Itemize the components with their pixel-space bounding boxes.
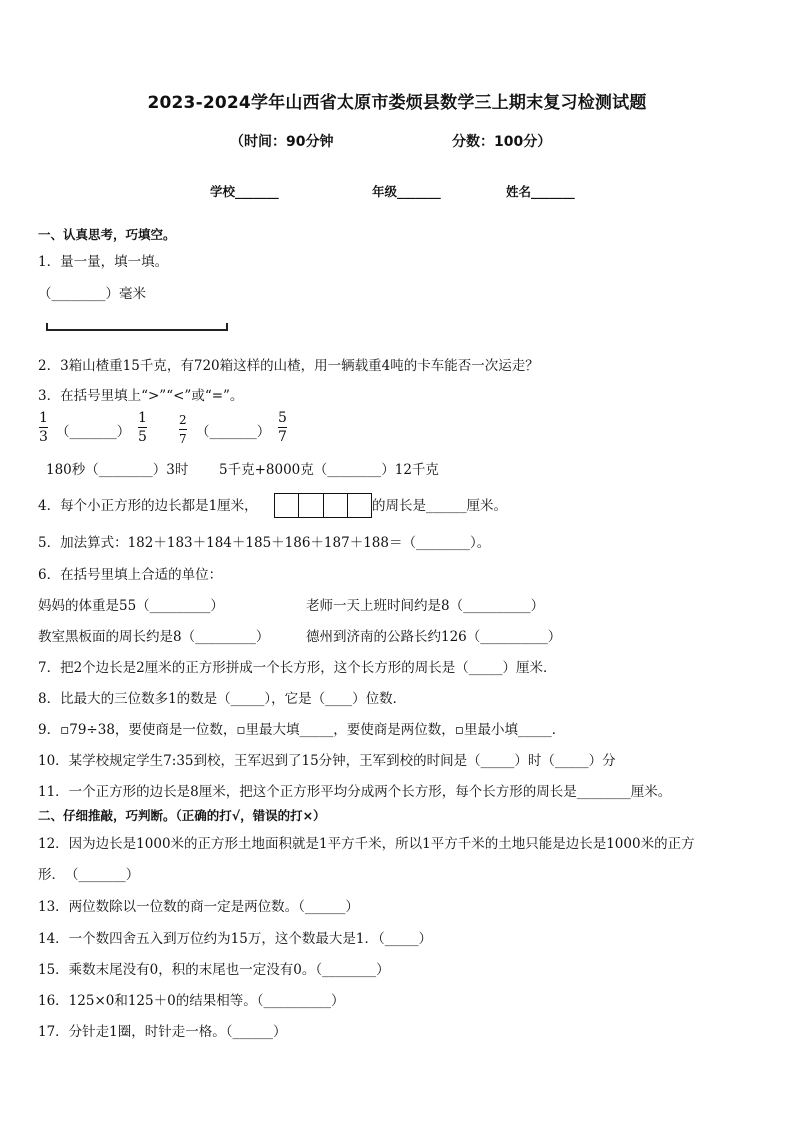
- question-11: 11．一个正方形的边长是8厘米，把这个正方形平均分成两个长方形，每个长方形的周长是________厘米。: [38, 784, 672, 800]
- question-15: 15．乘数末尾没有0，积的末尾也一定没有0。（________）: [38, 962, 390, 978]
- question-17: 17．分针走1圈，时针走一格。（______）: [38, 1024, 287, 1040]
- question-9: 9．▫79÷38，要使商是一位数，▫里最大填_____，要使商是两位数，▫里最小填_____．: [38, 722, 566, 738]
- fraction-5-7: 5 7: [278, 410, 287, 445]
- compare-weight: 5千克+8000克（________）12千克: [219, 462, 439, 478]
- compare-time: 180秒（________）3时: [46, 462, 189, 478]
- question-6-b: 老师一天上班时间约是8（__________）: [306, 598, 545, 614]
- question-12-cont: 形． （_______）: [38, 867, 140, 883]
- question-6: 6．在括号里填上合适的单位：: [38, 567, 223, 583]
- fraction-1-5: 1 5: [138, 410, 147, 445]
- question-4-b: 的周长是______厘米。: [372, 498, 507, 514]
- question-2: 2．3箱山楂重15千克，有720箱这样的山楂，用一辆载重4吨的卡车能否一次运走？: [38, 358, 539, 374]
- question-6-d: 德州到济南的公路长约126（__________）: [306, 629, 562, 645]
- measure-line: [46, 323, 228, 331]
- fraction-2-7: 2 7: [179, 413, 187, 446]
- question-10: 10．某学校规定学生7:35到校，王军迟到了15分钟，王军到校的时间是（_____）时（_____）分: [38, 753, 616, 769]
- school-field: 学校_______: [210, 184, 279, 199]
- section-1-title: 一、认真思考，巧填空。: [38, 227, 176, 242]
- compare-blank-2: （_______）: [196, 424, 271, 440]
- section-2-title: 二、仔细推敲，巧判断。（正确的打√，错误的打×）: [38, 808, 326, 823]
- grade-field: 年级_______: [372, 184, 441, 199]
- score-info: 分数：100分）: [452, 134, 552, 150]
- question-14: 14．一个数四舍五入到万位约为15万，这个数最大是1．（_____）: [38, 931, 432, 947]
- name-field: 姓名_______: [506, 184, 575, 199]
- question-5: 5．加法算式：182＋183＋184＋185＋186＋187＋188＝（________）。: [38, 535, 491, 551]
- fraction-1-3: 1 3: [39, 410, 48, 445]
- page-title: 2023-2024学年山西省太原市娄烦县数学三上期末复习检测试题: [147, 93, 647, 113]
- question-4-a: 4．每个小正方形的边长都是1厘米，: [38, 498, 258, 514]
- question-13: 13．两位数除以一位数的商一定是两位数。（______）: [38, 899, 359, 915]
- question-16: 16．125×0和125＋0的结果相等。（__________）: [38, 993, 345, 1009]
- compare-blank-1: （_______）: [56, 424, 131, 440]
- question-6-c: 教室黑板面的周长约是8（_________）: [38, 629, 270, 645]
- square-strip: [274, 493, 372, 518]
- question-12: 12．因为边长是1000米的正方形土地面积就是1平方千米，所以1平方千米的土地只能是边长是1000米的正方: [38, 836, 695, 852]
- question-8: 8．比最大的三位数多1的数是（_____），它是（____）位数．: [38, 691, 407, 707]
- question-3: 3．在括号里填上“>”“<”或“=”。: [38, 388, 244, 404]
- question-7: 7．把2个边长是2厘米的正方形拼成一个长方形，这个长方形的周长是（_____）厘米．: [38, 660, 557, 676]
- question-1-answer: （________）毫米: [38, 286, 146, 302]
- question-6-a: 妈妈的体重是55（_________）: [38, 598, 224, 614]
- time-info: （时间：90分钟: [230, 134, 334, 150]
- question-1: 1．量一量，填一填。: [38, 254, 169, 270]
